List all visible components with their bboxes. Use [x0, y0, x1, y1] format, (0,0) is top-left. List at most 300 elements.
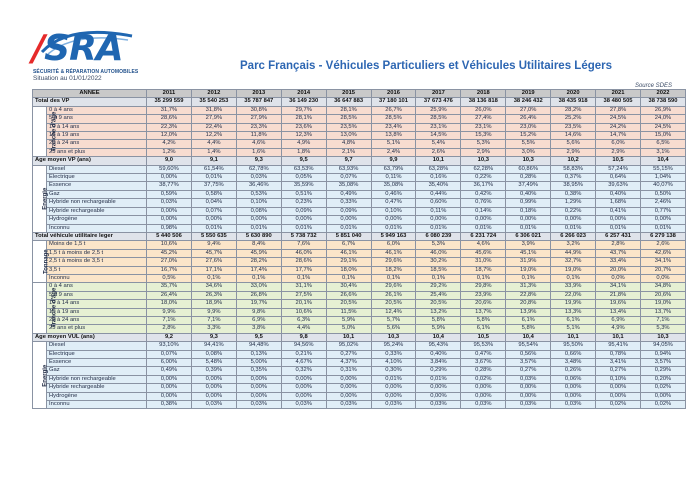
- table-cell: 0,1%: [191, 274, 236, 282]
- row-label: Hydrogène: [47, 216, 147, 224]
- table-row: [33, 392, 686, 400]
- table-cell: 22,8%: [506, 291, 551, 299]
- table-cell: 18,9%: [191, 300, 236, 308]
- table-cell: 6,0%: [371, 241, 416, 249]
- table-cell: 26,3%: [191, 291, 236, 299]
- table-row: [33, 199, 686, 207]
- table-cell: 45,1%: [506, 249, 551, 257]
- group-side-text: Tranche d'âge: [51, 111, 58, 152]
- row-label: Age moyen VP (ans): [33, 157, 147, 165]
- group-side-label: [33, 165, 47, 232]
- table-cell: 26,6%: [326, 291, 371, 299]
- table-cell: 8,4%: [236, 241, 281, 249]
- table-cell: 0,00%: [147, 207, 192, 215]
- table-cell: 30,4%: [326, 283, 371, 291]
- total-row: [33, 157, 686, 165]
- table-cell: 16,7%: [147, 266, 192, 274]
- table-cell: 0,01%: [640, 224, 685, 232]
- table-cell: 15,3%: [461, 132, 506, 140]
- table-cell: 9,0: [147, 157, 192, 165]
- table-cell: 0,23%: [281, 199, 326, 207]
- table-cell: 0,02%: [461, 375, 506, 383]
- table-cell: 36 647 883: [326, 98, 371, 106]
- table-cell: 5 630 890: [236, 232, 281, 240]
- table-cell: 13,4%: [596, 308, 641, 316]
- year-header: 2013: [236, 90, 281, 98]
- row-label: Inconnu: [47, 274, 147, 282]
- table-cell: 0,01%: [596, 224, 641, 232]
- table-cell: 0,00%: [371, 392, 416, 400]
- table-cell: 45,9%: [236, 249, 281, 257]
- table-cell: 0,00%: [371, 384, 416, 392]
- table-cell: 20,1%: [281, 300, 326, 308]
- table-cell: 18,0%: [147, 300, 192, 308]
- table-cell: 0,00%: [191, 216, 236, 224]
- table-cell: 0,1%: [416, 274, 461, 282]
- table-cell: 3,2%: [551, 241, 596, 249]
- table-cell: 9,9: [371, 157, 416, 165]
- group-side-text: Energie: [42, 364, 49, 387]
- table-cell: 0,37%: [551, 174, 596, 182]
- table-cell: 0,01%: [236, 224, 281, 232]
- table-cell: 10,3: [640, 333, 685, 341]
- table-row: [33, 106, 686, 114]
- table-row: [33, 308, 686, 316]
- table-cell: 22,3%: [147, 123, 192, 131]
- table-cell: 27,6%: [191, 258, 236, 266]
- table-cell: 0,06%: [551, 375, 596, 383]
- table-cell: 3,84%: [416, 359, 461, 367]
- table-cell: 33,9%: [551, 283, 596, 291]
- table-cell: 0,00%: [147, 384, 192, 392]
- table-cell: 31,7%: [147, 106, 192, 114]
- table-cell: 0,04%: [191, 199, 236, 207]
- table-cell: 0,00%: [506, 216, 551, 224]
- table-cell: 20,5%: [326, 300, 371, 308]
- table-cell: 95,02%: [326, 342, 371, 350]
- table-cell: 0,00%: [281, 216, 326, 224]
- table-cell: 26,8%: [236, 291, 281, 299]
- table-cell: 14,6%: [551, 132, 596, 140]
- table-row: [33, 123, 686, 131]
- table-row: [33, 165, 686, 173]
- row-label: Essence: [47, 182, 147, 190]
- table-cell: 5,8%: [461, 316, 506, 324]
- table-cell: 0,11%: [371, 174, 416, 182]
- table-cell: 5 440 506: [147, 232, 192, 240]
- table-cell: 9,3: [236, 157, 281, 165]
- table-cell: 13,8%: [371, 132, 416, 140]
- table-cell: 27,4%: [461, 115, 506, 123]
- table-cell: 0,03%: [326, 401, 371, 409]
- row-label: Inconnu: [47, 401, 147, 409]
- table-cell: 59,60%: [147, 165, 192, 173]
- table-cell: 3,1%: [640, 148, 685, 156]
- table-cell: 0,00%: [236, 392, 281, 400]
- row-label: Total des VP: [33, 98, 147, 106]
- table-cell: 0,99%: [506, 199, 551, 207]
- table-cell: 0,00%: [371, 216, 416, 224]
- table-cell: 0,00%: [191, 392, 236, 400]
- table-cell: 6 080 239: [416, 232, 461, 240]
- table-cell: 18,5%: [416, 266, 461, 274]
- table-cell: 18,7%: [461, 266, 506, 274]
- table-cell: 6,0%: [596, 140, 641, 148]
- table-row: [33, 350, 686, 358]
- table-cell: 3,67%: [461, 359, 506, 367]
- table-cell: 10,5: [461, 333, 506, 341]
- table-row: [33, 115, 686, 123]
- table-cell: 15,0%: [640, 132, 685, 140]
- table-cell: 27,9%: [191, 115, 236, 123]
- table-cell: 9,4%: [191, 241, 236, 249]
- table-row: [33, 384, 686, 392]
- row-label: 1,5 t à moins de 2,5 t: [47, 249, 147, 257]
- table-cell: 24,5%: [596, 115, 641, 123]
- table-row: [33, 359, 686, 367]
- group-side-label: [33, 342, 47, 409]
- table-cell: 0,47%: [461, 350, 506, 358]
- table-cell: 13,0%: [326, 132, 371, 140]
- table-cell: 38 246 432: [506, 98, 551, 106]
- table-cell: 27,5%: [281, 291, 326, 299]
- table-cell: 0,00%: [236, 375, 281, 383]
- table-cell: 0,1%: [506, 274, 551, 282]
- table-cell: 4,4%: [191, 140, 236, 148]
- table-cell: 0,28%: [506, 174, 551, 182]
- table-cell: 0,76%: [461, 199, 506, 207]
- table-cell: 0,00%: [147, 216, 192, 224]
- page-title: Parc Français - Véhicules Particuliers et Véhicules Utilitaires Légers: [240, 60, 613, 72]
- table-cell: 28,6%: [147, 115, 192, 123]
- row-label: Diesel: [47, 165, 147, 173]
- table-cell: 0,00%: [326, 392, 371, 400]
- table-row: [33, 283, 686, 291]
- table-cell: 6,5%: [640, 140, 685, 148]
- table-cell: 0,03%: [416, 401, 461, 409]
- table-cell: 0,01%: [191, 224, 236, 232]
- table-cell: 20,0%: [596, 266, 641, 274]
- table-cell: 29,6%: [371, 283, 416, 291]
- table-cell: 2,46%: [640, 199, 685, 207]
- table-cell: 24,5%: [640, 123, 685, 131]
- table-cell: 0,46%: [371, 190, 416, 198]
- table-cell: 0,03%: [461, 401, 506, 409]
- table-cell: 0,22%: [461, 174, 506, 182]
- table-cell: 0,00%: [640, 216, 685, 224]
- table-cell: 26,0%: [461, 106, 506, 114]
- table-cell: 60,86%: [506, 165, 551, 173]
- table-cell: 9,9%: [191, 308, 236, 316]
- table-row: [33, 182, 686, 190]
- row-label: 25 ans et plus: [47, 325, 147, 333]
- table-cell: 33,4%: [596, 258, 641, 266]
- group-side-text: Energie: [42, 187, 49, 210]
- table-cell: 35 540 253: [191, 98, 236, 106]
- table-cell: 24,2%: [596, 123, 641, 131]
- source-note: Source SDES: [634, 83, 672, 89]
- table-cell: 6 279 138: [640, 232, 685, 240]
- table-cell: 0,02%: [596, 401, 641, 409]
- row-label: Diesel: [47, 342, 147, 350]
- table-cell: 33,0%: [236, 283, 281, 291]
- table-cell: 10,6%: [281, 308, 326, 316]
- table-cell: 10,6%: [147, 241, 192, 249]
- table-cell: 0,58%: [191, 190, 236, 198]
- table-cell: 1,29%: [551, 199, 596, 207]
- table-cell: 0,50%: [640, 190, 685, 198]
- table-cell: 46,1%: [371, 249, 416, 257]
- table-cell: 38 738 590: [640, 98, 685, 106]
- table-cell: 0,44%: [416, 190, 461, 198]
- table-cell: 25,9%: [416, 106, 461, 114]
- table-cell: 0,03%: [236, 401, 281, 409]
- table-cell: 0,94%: [640, 350, 685, 358]
- table-cell: 4,9%: [596, 325, 641, 333]
- table-cell: 0,09%: [281, 207, 326, 215]
- table-cell: 46,0%: [416, 249, 461, 257]
- table-cell: 31,8%: [191, 106, 236, 114]
- table-cell: 4,4%: [281, 325, 326, 333]
- table-cell: 0,18%: [506, 207, 551, 215]
- table-cell: 0,64%: [596, 174, 641, 182]
- table-cell: 19,0%: [551, 266, 596, 274]
- table-cell: 45,6%: [461, 249, 506, 257]
- table-cell: 3,8%: [236, 325, 281, 333]
- row-label: Hybride rechargeable: [47, 384, 147, 392]
- table-cell: 1,4%: [191, 148, 236, 156]
- table-cell: 2,9%: [461, 148, 506, 156]
- table-cell: 4,9%: [281, 140, 326, 148]
- row-label: Gaz: [47, 367, 147, 375]
- table-cell: 95,43%: [416, 342, 461, 350]
- table-cell: 17,7%: [281, 266, 326, 274]
- year-header: 2017: [416, 90, 461, 98]
- table-cell: 9,2: [147, 333, 192, 341]
- table-cell: 0,51%: [281, 190, 326, 198]
- table-cell: 10,3: [371, 333, 416, 341]
- row-label: Hybride non rechargeable: [47, 199, 147, 207]
- table-cell: 36 149 230: [281, 98, 326, 106]
- table-cell: 37,49%: [506, 182, 551, 190]
- table-cell: 5,8%: [416, 316, 461, 324]
- table-cell: 0,07%: [147, 350, 192, 358]
- year-header: 2015: [326, 90, 371, 98]
- table-cell: 10,4: [506, 333, 551, 341]
- table-cell: 14,5%: [416, 132, 461, 140]
- table-cell: 12,0%: [147, 132, 192, 140]
- table-cell: 0,00%: [326, 375, 371, 383]
- table-header-row: [33, 90, 686, 98]
- table-cell: 0,00%: [551, 216, 596, 224]
- table-cell: 46,0%: [281, 249, 326, 257]
- table-row: [33, 224, 686, 232]
- table-cell: 35,40%: [416, 182, 461, 190]
- table-cell: 0,00%: [147, 174, 192, 182]
- table-cell: 3,3%: [191, 325, 236, 333]
- table-cell: 0,49%: [147, 367, 192, 375]
- table-cell: 23,1%: [416, 123, 461, 131]
- table-cell: 38 480 505: [596, 98, 641, 106]
- table-cell: 0,77%: [640, 207, 685, 215]
- table-cell: 63,53%: [281, 165, 326, 173]
- logo-wordmark: /SRA: [32, 28, 123, 69]
- table-cell: 28,1%: [326, 106, 371, 114]
- table-cell: 0,05%: [281, 174, 326, 182]
- table-cell: 9,3: [191, 333, 236, 341]
- table-cell: 93,10%: [147, 342, 192, 350]
- table-body: [33, 98, 686, 409]
- table-cell: 1,2%: [147, 148, 192, 156]
- table-cell: 5,3%: [416, 241, 461, 249]
- table-cell: 0,01%: [416, 224, 461, 232]
- table-cell: 0,00%: [236, 216, 281, 224]
- row-label: Hybride rechargeable: [47, 207, 147, 215]
- table-cell: 23,5%: [326, 123, 371, 131]
- table-cell: 13,7%: [640, 308, 685, 316]
- table-cell: 20,5%: [416, 300, 461, 308]
- table-row: [33, 132, 686, 140]
- table-cell: 23,6%: [281, 123, 326, 131]
- row-label: 0 à 4 ans: [47, 283, 147, 291]
- table-cell: 26,7%: [371, 106, 416, 114]
- table-cell: 0,30%: [371, 367, 416, 375]
- table-cell: 0,14%: [461, 207, 506, 215]
- table-cell: 0,03%: [191, 401, 236, 409]
- table-cell: 27,9%: [236, 115, 281, 123]
- row-label: 5 à 9 ans: [47, 115, 147, 123]
- row-label: Inconnu: [47, 224, 147, 232]
- table-cell: 5 851 040: [326, 232, 371, 240]
- table-cell: 6 257 431: [596, 232, 641, 240]
- row-label: Electrique: [47, 350, 147, 358]
- table-cell: 6,3%: [281, 316, 326, 324]
- table-cell: 2,9%: [551, 148, 596, 156]
- table-cell: 13,9%: [506, 308, 551, 316]
- table-row: [33, 207, 686, 215]
- table-cell: 0,29%: [416, 367, 461, 375]
- table-cell: 18,0%: [326, 266, 371, 274]
- table-cell: 26,1%: [371, 291, 416, 299]
- table-cell: 5 550 635: [191, 232, 236, 240]
- table-cell: 31,9%: [506, 258, 551, 266]
- table-cell: 38,77%: [147, 182, 192, 190]
- table-cell: 0,01%: [371, 375, 416, 383]
- table-row: [33, 216, 686, 224]
- group-side-label: [33, 106, 58, 156]
- table-cell: 7,1%: [191, 316, 236, 324]
- table-cell: 15,2%: [506, 132, 551, 140]
- table-cell: 0,13%: [236, 350, 281, 358]
- table-cell: 34,6%: [191, 283, 236, 291]
- table-cell: 20,5%: [371, 300, 416, 308]
- table-cell: 0,59%: [147, 190, 192, 198]
- table-cell: 32,7%: [551, 258, 596, 266]
- year-header: 2018: [461, 90, 506, 98]
- table-cell: 35,08%: [371, 182, 416, 190]
- table-cell: 30,2%: [416, 258, 461, 266]
- row-label: 2,5 t à moins de 3,5 t: [47, 258, 147, 266]
- table-cell: 13,2%: [416, 308, 461, 316]
- table-cell: 0,01%: [416, 375, 461, 383]
- table-cell: 0,00%: [596, 392, 641, 400]
- table-cell: 3,57%: [640, 359, 685, 367]
- table-cell: 5,3%: [461, 140, 506, 148]
- row-label: 15 à 19 ans: [47, 308, 147, 316]
- year-header: 2011: [147, 90, 192, 98]
- table-cell: 2,1%: [326, 148, 371, 156]
- table-row: [33, 174, 686, 182]
- table-cell: 95,50%: [551, 342, 596, 350]
- table-cell: 6,9%: [596, 316, 641, 324]
- table-cell: 5,7%: [371, 316, 416, 324]
- table-cell: 0,21%: [281, 350, 326, 358]
- table-cell: 0,09%: [326, 207, 371, 215]
- table-cell: 37 180 101: [371, 98, 416, 106]
- table-cell: 20,6%: [640, 291, 685, 299]
- table-cell: 0,07%: [326, 174, 371, 182]
- table-cell: 0,00%: [281, 392, 326, 400]
- table-cell: 13,3%: [551, 308, 596, 316]
- table-cell: 28,6%: [281, 258, 326, 266]
- table-cell: 35,7%: [147, 283, 192, 291]
- table-cell: 5,00%: [236, 359, 281, 367]
- table-cell: 57,24%: [596, 165, 641, 173]
- table-cell: 23,3%: [236, 123, 281, 131]
- table-cell: 9,1: [191, 157, 236, 165]
- table-cell: 4,6%: [461, 241, 506, 249]
- table-row: [33, 249, 686, 257]
- table-cell: 10,1: [596, 333, 641, 341]
- table-row: [33, 148, 686, 156]
- table-cell: 94,05%: [640, 342, 685, 350]
- table-cell: 5 949 163: [371, 232, 416, 240]
- table-cell: 22,0%: [551, 291, 596, 299]
- group-side-label: [33, 241, 50, 283]
- table-cell: 31,1%: [281, 283, 326, 291]
- table-cell: 3,57%: [506, 359, 551, 367]
- table-cell: 23,0%: [506, 123, 551, 131]
- table-cell: 0,00%: [147, 392, 192, 400]
- table-cell: 0,00%: [236, 384, 281, 392]
- table-cell: 0,00%: [551, 392, 596, 400]
- table-cell: 38 136 818: [461, 98, 506, 106]
- row-label: Hybride non rechargeable: [47, 375, 147, 383]
- table-cell: 10,3: [461, 157, 506, 165]
- table-cell: 5,9%: [326, 316, 371, 324]
- table-cell: 19,0%: [640, 300, 685, 308]
- table-cell: 0,16%: [416, 174, 461, 182]
- table-cell: 0,60%: [416, 199, 461, 207]
- table-cell: 5,8%: [506, 325, 551, 333]
- table-cell: 35,59%: [281, 182, 326, 190]
- table-cell: 0,0%: [596, 274, 641, 282]
- table-cell: 10,3: [506, 157, 551, 165]
- table-cell: 31,0%: [461, 258, 506, 266]
- table-cell: 2,9%: [596, 148, 641, 156]
- table-cell: 0,01%: [326, 224, 371, 232]
- table-cell: 0,33%: [371, 350, 416, 358]
- table-cell: 0,00%: [596, 384, 641, 392]
- table-cell: 0,03%: [147, 199, 192, 207]
- table-cell: 5,1%: [551, 325, 596, 333]
- table-cell: 0,00%: [281, 375, 326, 383]
- table-cell: 62,28%: [461, 165, 506, 173]
- table-cell: 6,1%: [506, 316, 551, 324]
- table-row: [33, 316, 686, 324]
- table-cell: 45,7%: [191, 249, 236, 257]
- table-cell: 29,1%: [326, 258, 371, 266]
